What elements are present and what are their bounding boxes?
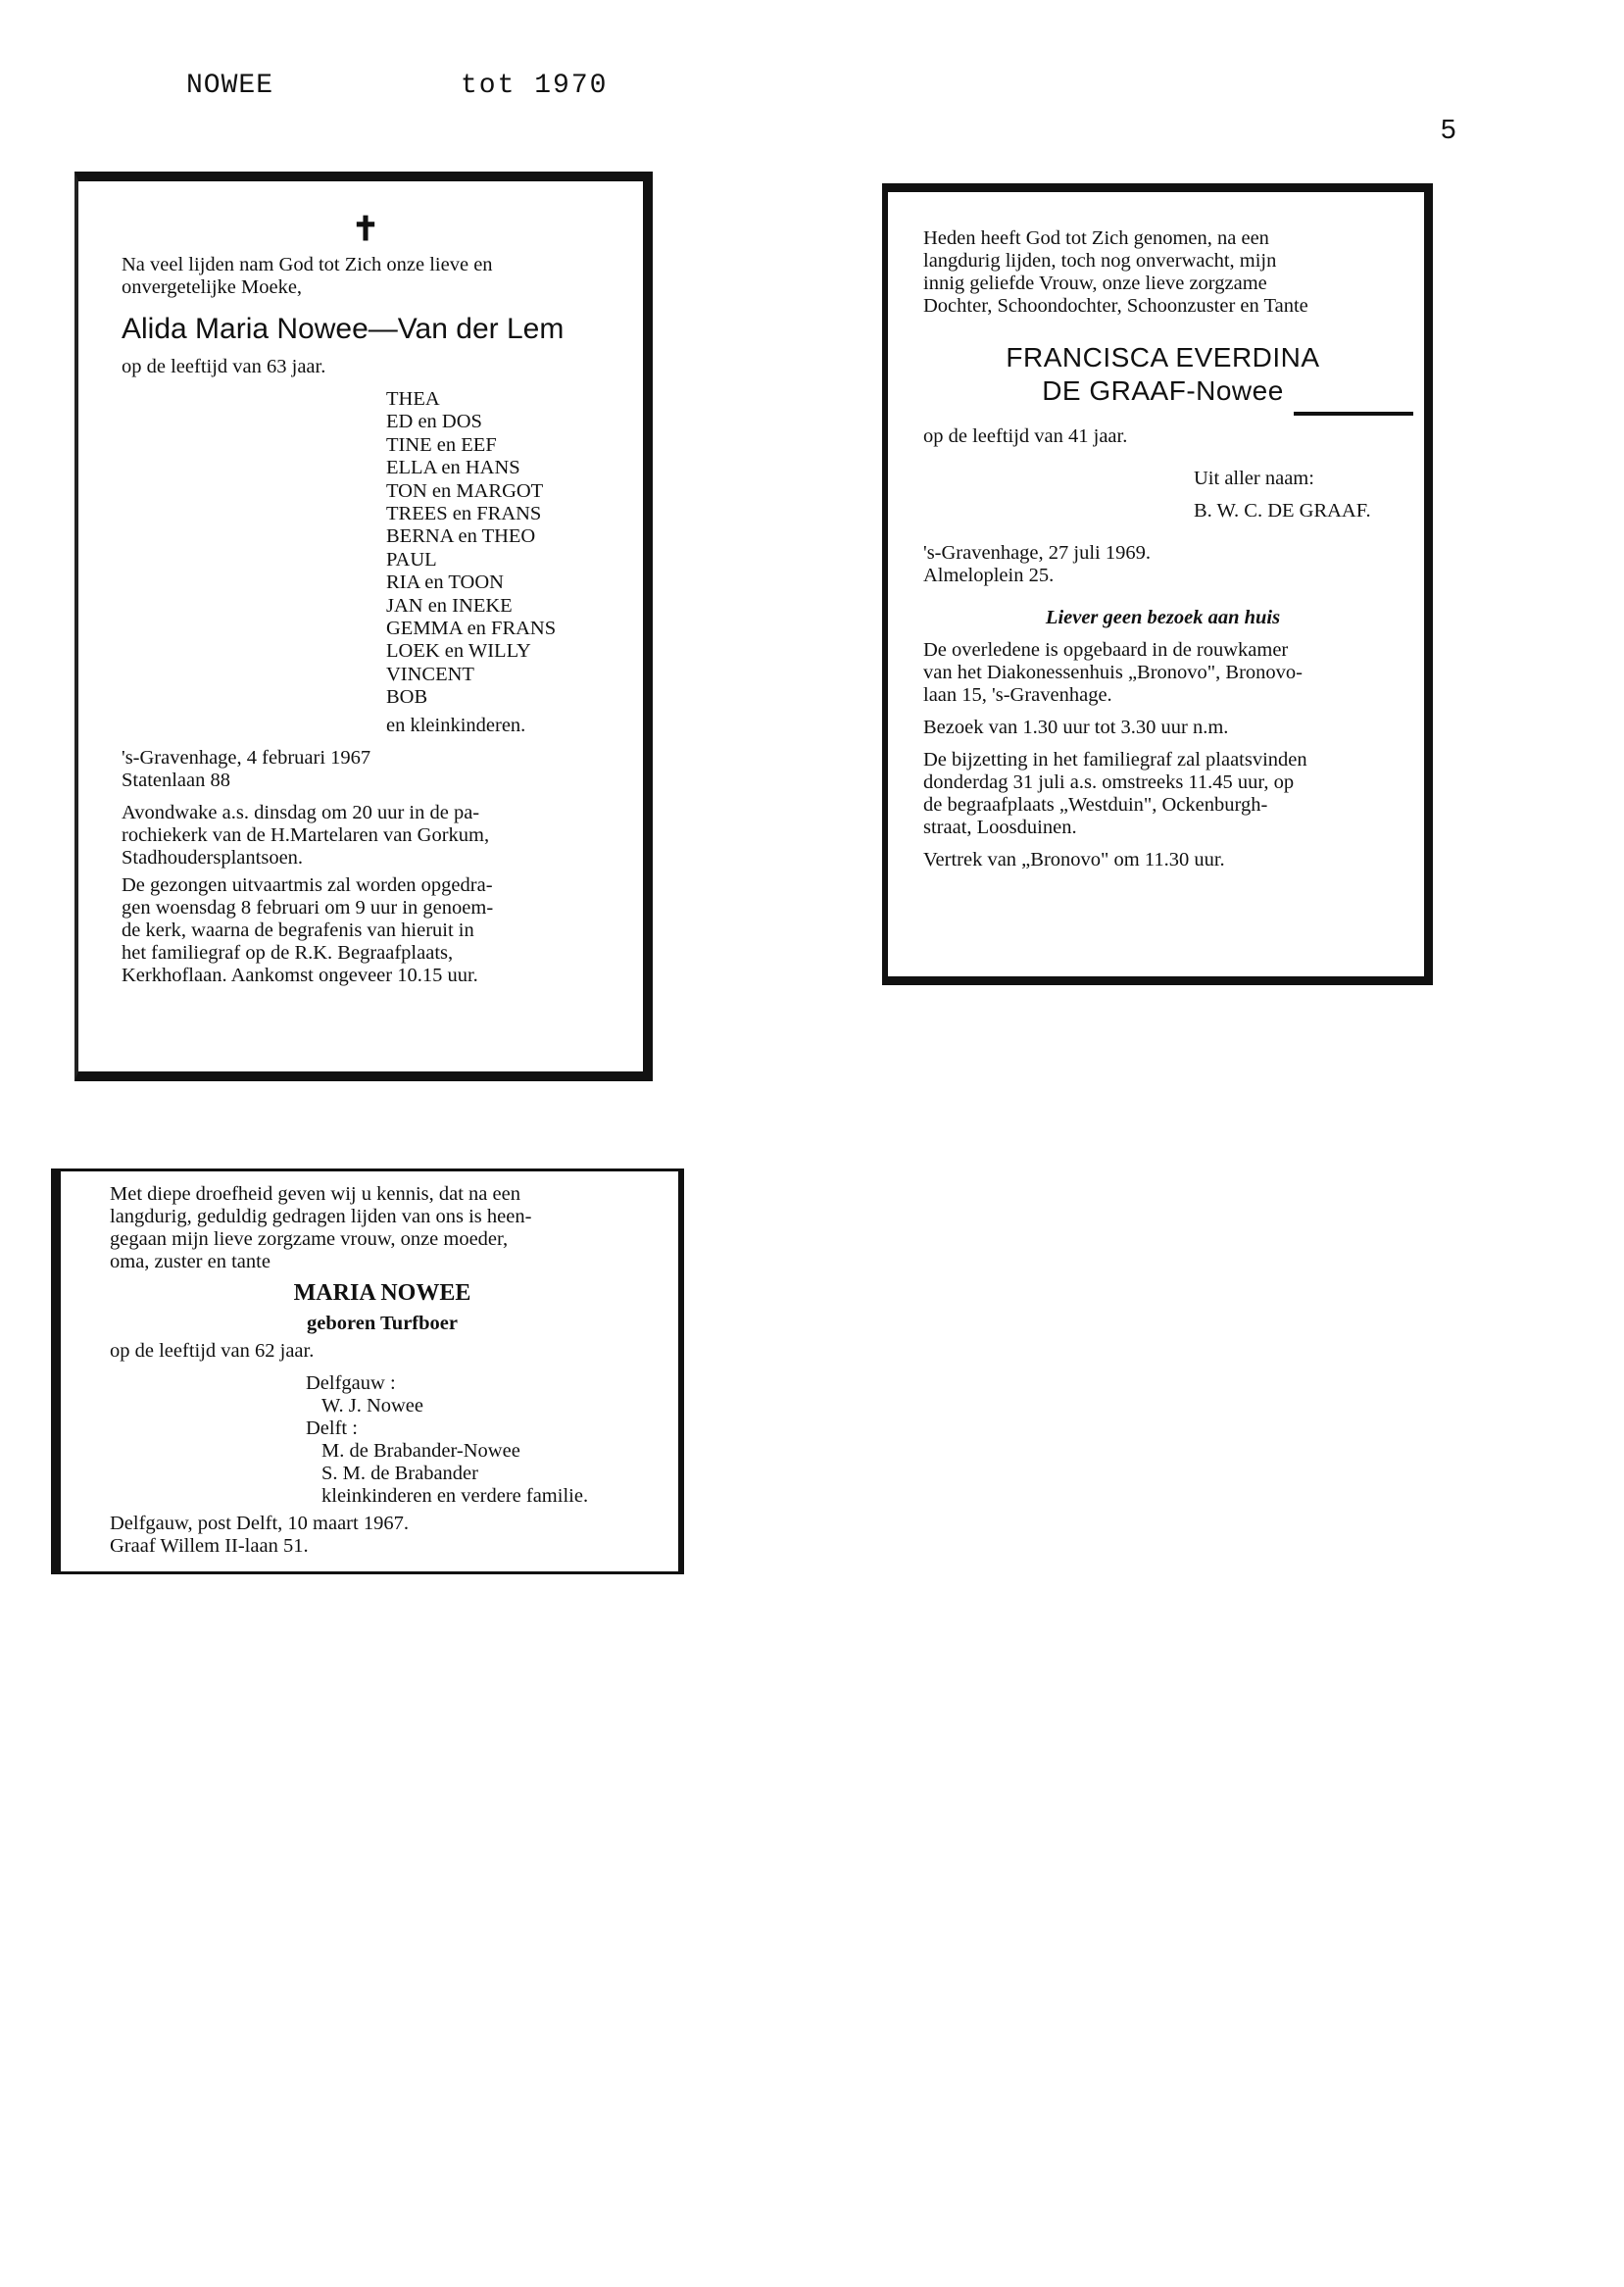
mass-line: De gezongen uitvaartmis zal worden opgedra- — [122, 874, 493, 897]
mass-line: Kerkhoflaan. Aankomst ongeveer 10.15 uur. — [122, 965, 478, 987]
intro-line: innig geliefde Vrouw, onze lieve zorgzame — [923, 273, 1267, 294]
deceased-name-line-1: FRANCISCA EVERDINA — [1006, 342, 1320, 373]
family-member: ELLA en HANS — [386, 457, 520, 479]
family-member: TREES en FRANS — [386, 503, 542, 525]
relatives-rest: kleinkinderen en verdere familie. — [321, 1485, 589, 1507]
visiting-line: Bezoek van 1.30 uur tot 3.30 uur n.m. — [923, 717, 1229, 738]
intro-line: Met diepe droefheid geven wij u kennis, dat na een — [110, 1183, 520, 1205]
address: Statenlaan 88 — [122, 770, 231, 792]
death-notice-maria — [51, 1168, 684, 1574]
deceased-name: Alida Maria Nowee—Van der Lem — [122, 313, 565, 345]
family-member: GEMMA en FRANS — [386, 618, 557, 640]
grandchildren-line: en kleinkinderen. — [386, 714, 526, 736]
intro-line: langdurig, geduldig gedragen lijden van ons is heen- — [110, 1206, 532, 1227]
address: Graaf Willem II-laan 51. — [110, 1535, 309, 1557]
family-member: TON en MARGOT — [386, 479, 544, 502]
departure-line: Vertrek van „Bronovo" om 11.30 uur. — [923, 849, 1225, 870]
family-member: BOB — [386, 686, 428, 709]
city-label: Delfgauw : — [306, 1372, 396, 1394]
intro-line: onvergetelijke Moeke, — [122, 276, 303, 298]
family-member: BERNA en THEO — [386, 525, 536, 548]
laid-out-line: De overledene is opgebaard in de rouwkamer — [923, 639, 1289, 661]
intro-line: Dochter, Schoondochter, Schoonzuster en Tante — [923, 295, 1308, 317]
family-member: TINE en EEF — [386, 433, 497, 456]
wake-line: Stadhoudersplantsoen. — [122, 847, 304, 870]
intro-line: gegaan mijn lieve zorgzame vrouw, onze moeder, — [110, 1228, 509, 1250]
deceased-name: MARIA NOWEE — [293, 1280, 471, 1306]
signed-name: B. W. C. DE GRAAF. — [1194, 500, 1371, 522]
burial-line: straat, Loosduinen. — [923, 817, 1077, 838]
burial-line: de begraafplaats „Westduin", Ockenburgh- — [923, 794, 1268, 816]
mass-line: gen woensdag 8 februari om 9 uur in genoem- — [122, 897, 494, 920]
page-number: 5 — [1441, 114, 1456, 144]
deceased-name-line-2: DE GRAAF-Nowee — [1042, 375, 1284, 406]
age-line: op de leeftijd van 63 jaar. — [122, 356, 326, 377]
family-member: LOEK en WILLY — [386, 640, 531, 663]
mass-line: de kerk, waarna de begrafenis van hieruit in — [122, 920, 474, 942]
intro-line: Na veel lijden nam God tot Zich onze lieve en — [122, 254, 493, 275]
signed-label: Uit aller naam: — [1194, 468, 1314, 489]
family-member: JAN en INEKE — [386, 594, 513, 617]
place-date: 's-Gravenhage, 4 februari 1967 — [122, 747, 371, 770]
place-date: Delfgauw, post Delft, 10 maart 1967. — [110, 1513, 409, 1534]
wake-line: Avondwake a.s. dinsdag om 20 uur in de pa- — [122, 802, 480, 824]
family-list — [386, 388, 610, 737]
header-name: NOWEE — [186, 71, 274, 101]
laid-out-line: laan 15, 's-Gravenhage. — [923, 684, 1112, 706]
mass-line: het familiegraf op de R.K. Begraafplaats, — [122, 942, 454, 965]
death-notice-alida — [74, 172, 653, 1081]
intro-line: oma, zuster en tante — [110, 1251, 271, 1272]
family-member: RIA en TOON — [386, 572, 504, 594]
city-label: Delft : — [306, 1417, 358, 1439]
laid-out-line: van het Diakonessenhuis „Bronovo", Bronovo- — [923, 662, 1303, 683]
wake-line: rochiekerk van de H.Martelaren van Gorkum, — [122, 824, 490, 847]
cross-icon: ✝ — [351, 212, 380, 248]
family-member: PAUL — [386, 548, 437, 571]
born-line: geboren Turfboer — [307, 1313, 458, 1334]
no-visit-line: Liever geen bezoek aan huis — [1045, 607, 1281, 628]
address: Almeloplein 25. — [923, 565, 1055, 586]
family-member: THEA — [386, 388, 440, 410]
relative-name: M. de Brabander-Nowee — [321, 1440, 520, 1462]
relative-name: S. M. de Brabander — [321, 1463, 478, 1484]
place-date: 's-Gravenhage, 27 juli 1969. — [923, 542, 1151, 564]
intro-line: Heden heeft God tot Zich genomen, na een — [923, 227, 1269, 249]
family-member: ED en DOS — [386, 411, 482, 433]
burial-line: donderdag 31 juli a.s. omstreeks 11.45 uur, op — [923, 771, 1295, 793]
age-line: op de leeftijd van 62 jaar. — [110, 1340, 315, 1362]
header-range: tot 1970 — [461, 71, 609, 101]
burial-line: De bijzetting in het familiegraf zal plaatsvinden — [923, 749, 1307, 771]
relative-name: W. J. Nowee — [321, 1395, 424, 1417]
age-line: op de leeftijd van 41 jaar. — [923, 425, 1128, 447]
family-member: VINCENT — [386, 663, 474, 685]
intro-line: langdurig lijden, toch nog onverwacht, mijn — [923, 250, 1277, 272]
death-notice-francisca — [882, 183, 1433, 985]
